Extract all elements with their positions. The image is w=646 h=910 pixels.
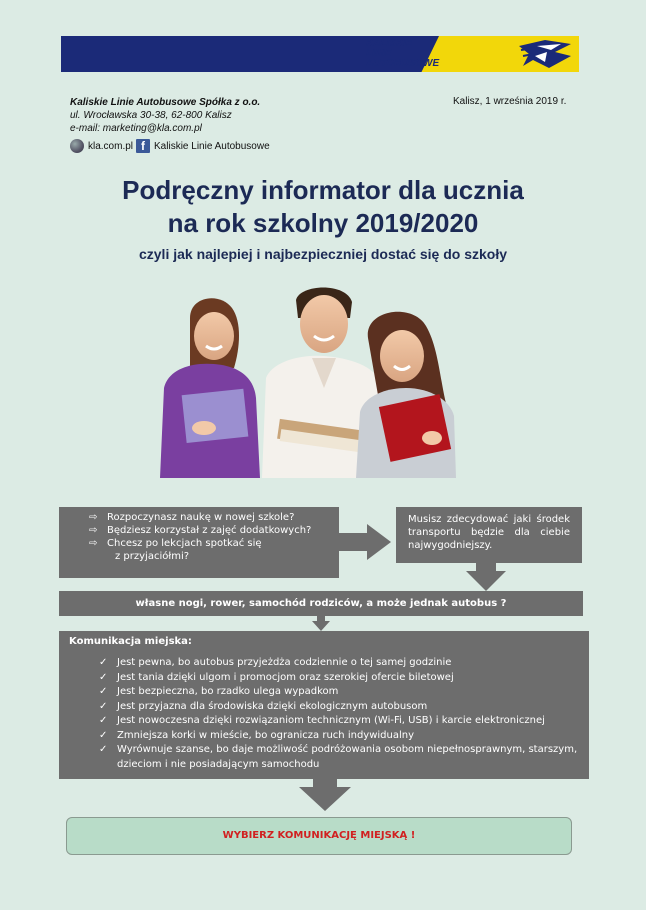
question-item: ⇨ Chcesz po lekcjach spotkać się	[89, 538, 262, 549]
flow-arrow-down-icon	[466, 563, 506, 591]
options-bar: własne nogi, rower, samochód rodziców, a może jednak autobus ?	[59, 591, 583, 616]
page-title-line-1: Podręczny informator dla ucznia	[122, 175, 524, 205]
brand-line-2: LINIE	[366, 48, 392, 59]
header-banner	[61, 36, 579, 72]
question-item: ⇨ Będziesz korzystał z zajęć dodatkowych?	[89, 525, 312, 536]
flow-arrow-right-icon	[339, 524, 391, 560]
communication-heading: Komunikacja miejska:	[69, 636, 192, 647]
brand-line-3: AUTOBUSOWE	[366, 58, 440, 69]
company-address: ul. Wrocławska 30-38, 62-800 Kalisz	[70, 110, 232, 121]
checkmark-icon: ✓	[99, 744, 108, 755]
benefit-item: ✓ Jest tania dzięki ulgom i promocjom oraz szerokiej ofercie biletowej	[99, 671, 579, 686]
checkmark-icon: ✓	[99, 700, 108, 712]
facebook-icon: f	[136, 139, 150, 153]
page-title-line-2: na rok szkolny 2019/2020	[167, 208, 479, 238]
benefits-list	[69, 656, 579, 772]
question-item-continued: z przyjaciółmi?	[115, 551, 190, 562]
questions-box	[59, 507, 339, 578]
globe-icon	[70, 139, 84, 153]
flow-arrow-down-large-icon	[299, 779, 351, 811]
students-photo	[150, 278, 500, 478]
communication-box	[59, 631, 589, 779]
company-name: Kaliskie Linie Autobusowe Spółka z o.o.	[70, 97, 261, 108]
checkmark-icon: ✓	[99, 715, 108, 726]
brand-logo-text	[366, 39, 476, 69]
checkmark-icon: ✓	[99, 671, 108, 683]
facebook-link[interactable]: Kaliskie Linie Autobusowe	[154, 140, 270, 152]
page-subtitle: czyli jak najlepiej i najbezpieczniej dostać się do szkoły	[138, 246, 508, 262]
arrow-right-icon: ⇨	[89, 538, 98, 549]
benefit-item: ✓ Jest bezpieczna, bo rzadko ulega wypadkom	[99, 685, 579, 700]
checkmark-icon: ✓	[99, 657, 108, 668]
social-links	[70, 137, 270, 155]
small-arrow-down-icon	[312, 616, 330, 631]
checkmark-icon: ✓	[99, 686, 108, 697]
benefit-item: ✓ Zmniejsza korki w mieście, bo ogranicza ruch indywidualny	[99, 729, 579, 744]
benefit-item: ✓ Jest przyjazna dla środowiska dzięki ekologicznym autobusom	[99, 700, 579, 715]
company-email[interactable]: e-mail: marketing@kla.com.pl	[70, 123, 202, 134]
bus-logo-icon	[515, 38, 575, 70]
questions-list	[59, 511, 339, 563]
company-info	[70, 96, 370, 135]
benefit-item: ✓ Jest nowoczesna dzięki rozwiązaniom technicznym (Wi-Fi, USB) i karcie elektronicznej	[99, 714, 579, 729]
question-item: ⇨ Rozpoczynasz naukę w nowej szkole?	[89, 512, 295, 523]
call-to-action: WYBIERZ KOMUNIKACJĘ MIEJSKĄ !	[66, 817, 572, 855]
benefit-item: ✓ Wyrównuje szanse, bo daje możliwość podróżowania osobom niepełnosprawnym, starszym, dzieciom i nie posiadającym samochodu	[99, 744, 578, 770]
brand-line-1: KALISKIE	[366, 38, 413, 49]
arrow-right-icon: ⇨	[89, 525, 98, 536]
website-link[interactable]: kla.com.pl	[88, 140, 134, 152]
arrow-right-icon: ⇨	[89, 512, 98, 523]
decide-box: Musisz zdecydować jaki środek transportu będzie dla ciebie najwygodniejszy.	[396, 507, 582, 563]
checkmark-icon: ✓	[99, 729, 108, 741]
document-date: Kalisz, 1 września 2019 r.	[453, 96, 567, 107]
benefit-item: ✓ Jest pewna, bo autobus przyjeżdża codziennie o tej samej godzinie	[99, 656, 579, 671]
